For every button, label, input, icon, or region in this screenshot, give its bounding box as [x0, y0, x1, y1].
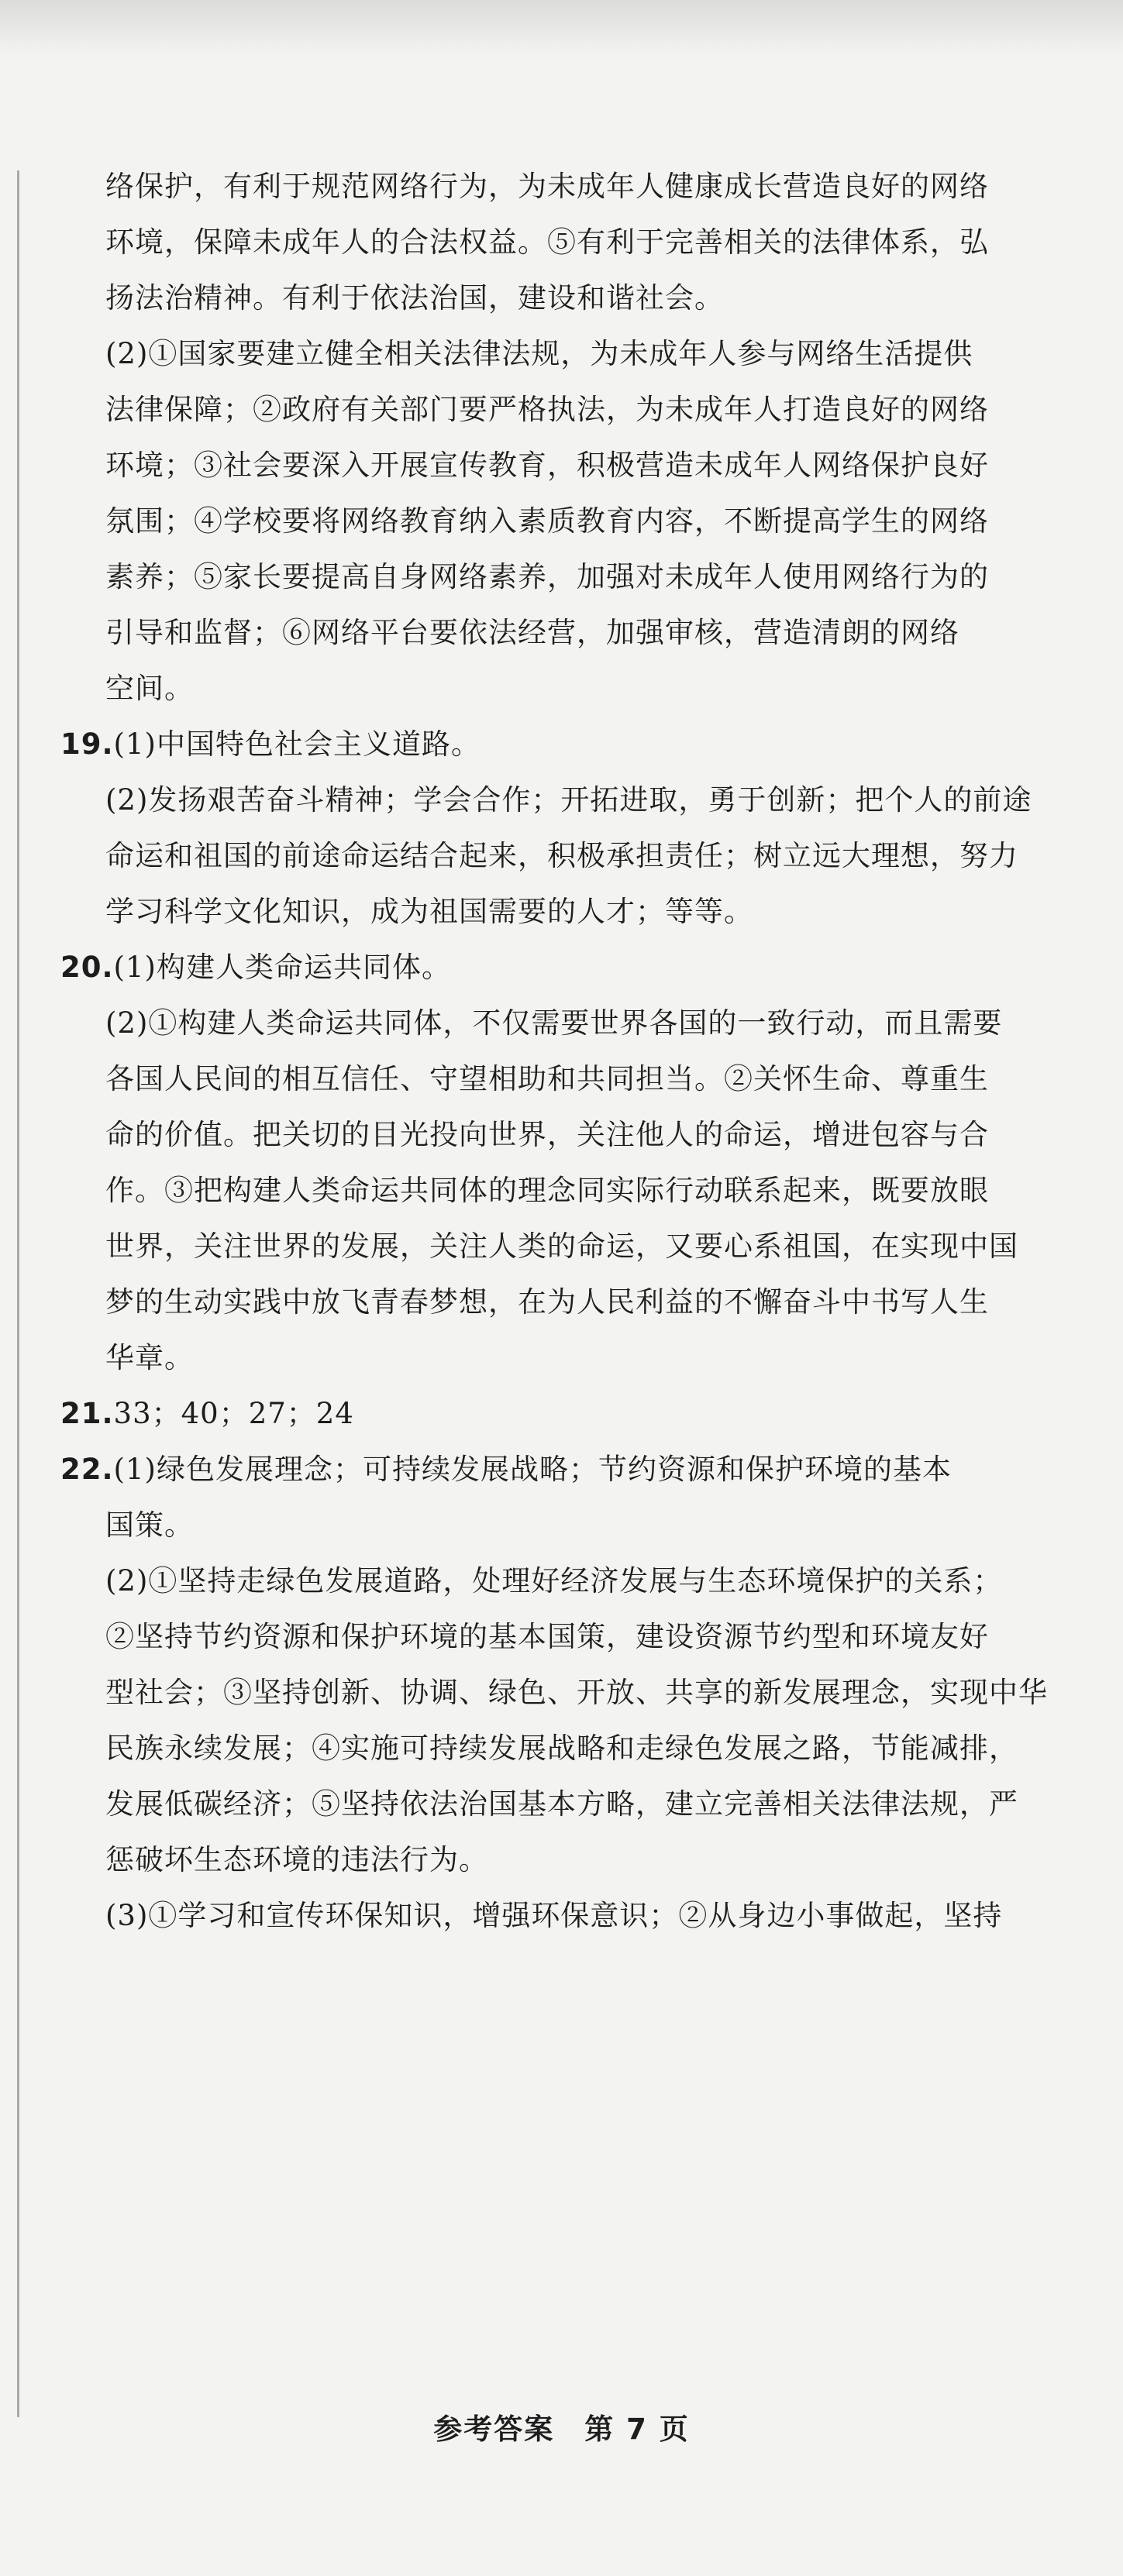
answer-line: [60, 326, 1083, 382]
question-number: 21.: [60, 1397, 114, 1430]
answer-line: [60, 1832, 1083, 1888]
answer-line: [60, 1721, 1083, 1776]
scan-top-shade: [0, 0, 1123, 54]
answer-line: [60, 996, 1083, 1051]
answer-line: [60, 270, 1083, 326]
line-text: 命运和祖国的前途命运结合起来，积极承担责任；树立远大理想，努力: [105, 839, 1018, 872]
line-text: 络保护，有利于规范网络行为，为未成年人健康成长营造良好的网络: [105, 170, 989, 203]
answer-line: [60, 1553, 1083, 1609]
line-text: 环境，保障未成年人的合法权益。⑤有利于完善相关的法律体系，弘: [105, 225, 989, 259]
answer-text-body: [60, 159, 1083, 1944]
question-number: 19.: [60, 727, 114, 761]
question-number: 22.: [60, 1453, 114, 1486]
answer-line: [60, 1163, 1083, 1219]
line-text: 发展低碳经济；⑤坚持依法治国基本方略，建立完善相关法律法规，严: [105, 1787, 1018, 1821]
answer-line: [60, 382, 1083, 438]
line-text: ②坚持节约资源和保护环境的基本国策，建设资源节约型和环境友好: [105, 1620, 989, 1653]
answer-line: [60, 1219, 1083, 1274]
line-text: 型社会；③坚持创新、协调、绿色、开放、共享的新发展理念，实现中华: [105, 1676, 1048, 1709]
answer-line: [60, 1776, 1083, 1832]
line-text: 命的价值。把关切的目光投向世界，关注他人的命运，增进包容与合: [105, 1118, 989, 1151]
answer-line: [60, 828, 1083, 884]
answer-line: [60, 1107, 1083, 1163]
binding-edge-line: [17, 170, 19, 2417]
line-text: 世界，关注世界的发展，关注人类的命运，又要心系祖国，在实现中国: [105, 1230, 1018, 1263]
line-text: (1)绿色发展理念；可持续发展战略；节约资源和保护环境的基本: [113, 1453, 952, 1486]
question-line: [60, 1386, 1083, 1442]
line-text: 素养；⑤家长要提高自身网络素养，加强对未成年人使用网络行为的: [105, 560, 989, 593]
answer-line: [60, 494, 1083, 549]
answer-line: [60, 1051, 1083, 1107]
line-text: 环境；③社会要深入开展宣传教育，积极营造未成年人网络保护良好: [105, 449, 989, 482]
line-text: (2)①构建人类命运共同体，不仅需要世界各国的一致行动，而且需要: [105, 1006, 1003, 1040]
answer-line: [60, 605, 1083, 661]
line-text: 作。③把构建人类命运共同体的理念同实际行动联系起来，既要放眼: [105, 1174, 989, 1207]
question-number: 20.: [60, 951, 114, 984]
line-text: (3)①学习和宣传环保知识，增强环保意识；②从身边小事做起，坚持: [105, 1899, 1003, 1932]
question-line: [60, 717, 1083, 772]
answer-line: [60, 1274, 1083, 1330]
answer-line: [60, 1498, 1083, 1553]
line-text: 学习科学文化知识，成为祖国需要的人才；等等。: [105, 895, 753, 928]
question-line: [60, 1442, 1083, 1498]
line-text: (2)①坚持走绿色发展道路，处理好经济发展与生态环境保护的关系；: [105, 1564, 1003, 1598]
answer-line: [60, 772, 1083, 828]
line-text: 扬法治精神。有利于依法治国，建设和谐社会。: [105, 281, 724, 315]
line-text: 民族永续发展；④实施可持续发展战略和走绿色发展之路，节能减排，: [105, 1732, 1018, 1765]
question-line: [60, 940, 1083, 996]
line-text: 法律保障；②政府有关部门要严格执法，为未成年人打造良好的网络: [105, 393, 989, 426]
line-text: (2)①国家要建立健全相关法律法规，为未成年人参与网络生活提供: [105, 337, 973, 370]
answer-line: [60, 1330, 1083, 1386]
line-text: 空间。: [105, 672, 194, 705]
line-text: 国策。: [105, 1508, 194, 1542]
answer-line: [60, 1665, 1083, 1721]
line-text: (2)发扬艰苦奋斗精神；学会合作；开拓进取，勇于创新；把个人的前途: [105, 783, 1032, 817]
line-text: 梦的生动实践中放飞青春梦想，在为人民利益的不懈奋斗中书写人生: [105, 1285, 989, 1319]
page-footer: 参考答案 第 7 页: [433, 2413, 690, 2446]
answer-line: [60, 884, 1083, 940]
line-text: (1)构建人类命运共同体。: [113, 951, 451, 984]
answer-line: [60, 438, 1083, 494]
answer-line: [60, 1888, 1083, 1944]
line-text: 引导和监督；⑥网络平台要依法经营，加强审核，营造清朗的网络: [105, 616, 959, 649]
line-text: 各国人民间的相互信任、守望相助和共同担当。②关怀生命、尊重生: [105, 1062, 989, 1095]
line-text: 33；40；27；24: [113, 1397, 354, 1430]
answer-line: [60, 1609, 1083, 1665]
line-text: 华章。: [105, 1341, 194, 1374]
answer-line: [60, 661, 1083, 717]
answer-line: [60, 159, 1083, 215]
line-text: 氛围；④学校要将网络教育纳入素质教育内容，不断提高学生的网络: [105, 504, 989, 538]
answer-line: [60, 215, 1083, 270]
line-text: (1)中国特色社会主义道路。: [113, 727, 481, 761]
answer-line: [60, 549, 1083, 605]
line-text: 惩破坏生态环境的违法行为。: [105, 1843, 488, 1876]
